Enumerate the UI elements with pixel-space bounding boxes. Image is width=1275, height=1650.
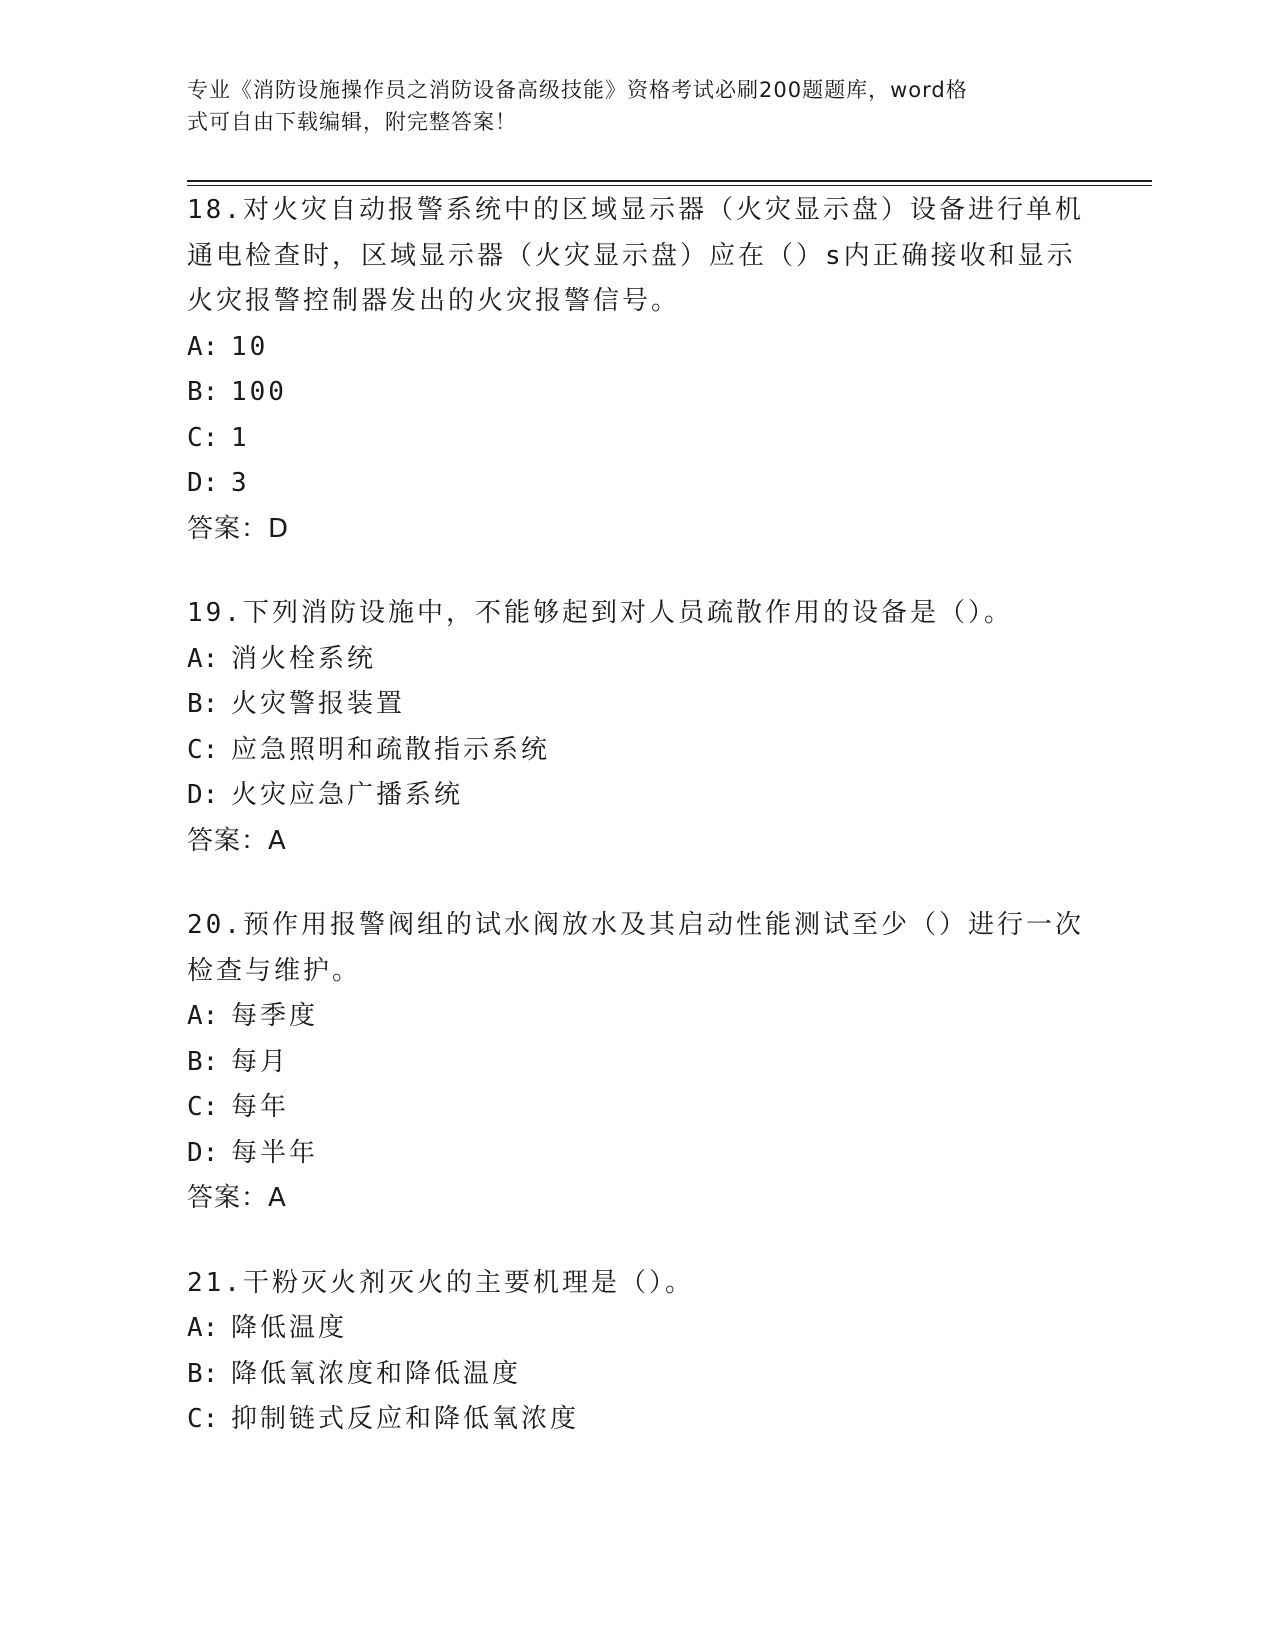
option-text: 降低氧浓度和降低温度 — [231, 1358, 522, 1389]
header-line-1: 专业《消防设施操作员之消防设备高级技能》资格考试必刷200题题库，word格 — [187, 78, 968, 102]
answer-option — [187, 1352, 1087, 1398]
question-block — [187, 188, 1087, 552]
answer-option — [187, 1397, 1087, 1443]
option-text: 每年 — [231, 1092, 290, 1122]
option-label: B: — [187, 377, 219, 407]
answer-option — [187, 370, 1087, 416]
question-stem-line: 通电检查时，区域显示器（火灾显示盘）应在（）s内正确接收和显示 — [187, 240, 1076, 271]
option-text: 消火栓系统 — [231, 643, 377, 674]
option-text: 3 — [231, 468, 250, 498]
option-text: 火灾应急广播系统 — [231, 780, 464, 810]
option-text: 1 — [231, 422, 250, 453]
question-stem-line: 21.干粉灭火剂灭火的主要机理是（）。 — [187, 1267, 694, 1298]
option-label: C: — [187, 734, 219, 765]
answer-key: 答案：A — [187, 825, 287, 856]
option-label: C: — [187, 422, 219, 453]
option-text: 抑制链式反应和降低氧浓度 — [231, 1404, 580, 1434]
option-label: C: — [187, 1404, 219, 1434]
option-label: D: — [187, 1137, 219, 1168]
option-text: 应急照明和疏散指示系统 — [231, 734, 551, 765]
answer-option — [187, 994, 1087, 1040]
option-text: 10 — [231, 331, 269, 362]
question-stem-line: 检查与维护。 — [187, 955, 362, 986]
header-divider-thin — [187, 185, 1152, 186]
question-block — [187, 903, 1087, 1222]
option-label: B: — [187, 689, 219, 719]
answer-option — [187, 325, 1087, 371]
option-label: A: — [187, 1001, 219, 1031]
option-text: 火灾警报装置 — [231, 689, 406, 719]
option-label: D: — [187, 780, 219, 810]
answer-option — [187, 1040, 1087, 1086]
question-stem-line: 19.下列消防设施中，不能够起到对人员疏散作用的设备是（）。 — [187, 598, 1013, 628]
question-block — [187, 591, 1087, 864]
document-header — [187, 74, 1067, 138]
option-text: 每半年 — [231, 1137, 319, 1168]
question-block — [187, 1261, 1087, 1443]
option-label: A: — [187, 331, 219, 362]
option-text: 100 — [231, 377, 287, 407]
answer-option — [187, 461, 1087, 507]
answer-option — [187, 637, 1087, 683]
answer-key: 答案：D — [187, 513, 290, 544]
option-text: 每季度 — [231, 1001, 319, 1031]
answer-option — [187, 773, 1087, 819]
answer-option — [187, 1306, 1087, 1352]
option-text: 每月 — [231, 1046, 290, 1077]
option-label: B: — [187, 1046, 219, 1077]
answer-option — [187, 1131, 1087, 1177]
question-stem-line: 18.对火灾自动报警系统中的区域显示器（火灾显示盘）设备进行单机 — [187, 195, 1084, 225]
question-stem-line: 火灾报警控制器发出的火灾报警信号。 — [187, 286, 681, 316]
option-label: A: — [187, 1313, 219, 1343]
option-label: B: — [187, 1358, 219, 1389]
header-divider-thick — [187, 180, 1152, 182]
option-text: 降低温度 — [231, 1313, 348, 1343]
answer-key: 答案：A — [187, 1183, 287, 1213]
question-stem-line: 20.预作用报警阀组的试水阀放水及其启动性能测试至少（）进行一次 — [187, 910, 1084, 940]
answer-option — [187, 728, 1087, 774]
question-list — [187, 188, 1087, 1482]
option-label: C: — [187, 1092, 219, 1122]
option-label: D: — [187, 468, 219, 498]
option-label: A: — [187, 643, 219, 674]
answer-option — [187, 682, 1087, 728]
answer-option — [187, 1085, 1087, 1131]
answer-option — [187, 416, 1087, 462]
header-line-2: 式可自由下载编辑，附完整答案！ — [187, 110, 517, 134]
